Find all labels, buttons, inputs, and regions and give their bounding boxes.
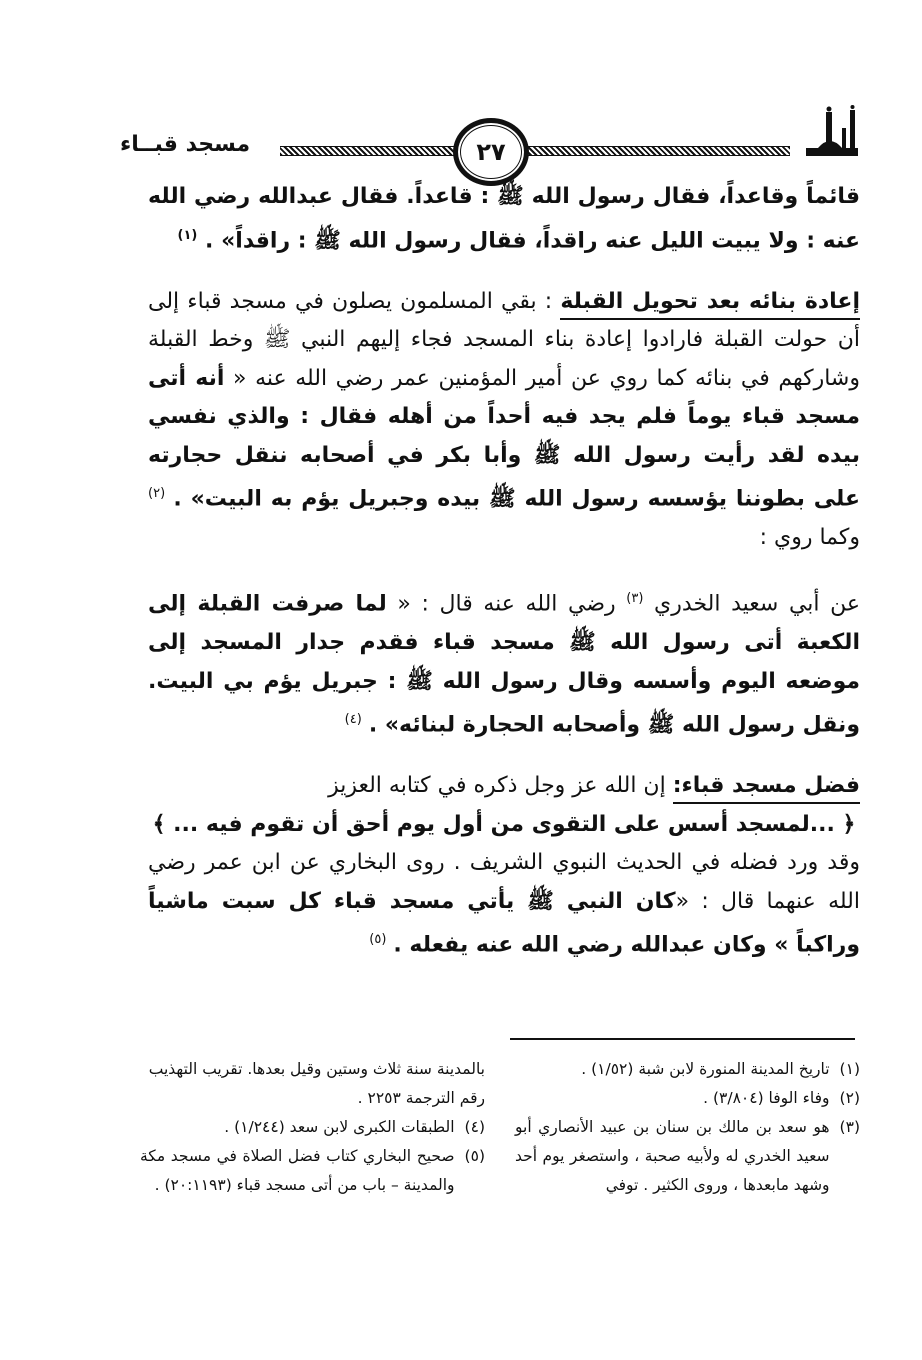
paragraph-4 <box>148 767 860 965</box>
footnote-item <box>140 1113 485 1142</box>
footnote-number: (٤) <box>464 1118 485 1136</box>
section-heading: إعادة بنائه بعد تحويل القبلة <box>560 289 860 320</box>
footnote-number: (٣) <box>839 1118 860 1136</box>
section-heading: فضل مسجد قباء: <box>673 773 860 804</box>
footnote-ref: (٣) <box>626 591 644 606</box>
quran-verse: ﴿ ...لمسجد أسس على التقوى من أول يوم أحق أن تقوم فيه ... ﴾ <box>152 811 856 837</box>
main-text <box>148 178 860 987</box>
running-title: مسجد قبــاء <box>120 132 251 157</box>
page-header <box>120 100 860 180</box>
quote-text: أنه أتى مسجد قباء يوماً فلم يجد فيه أحداً من أهله فقال : والذي نفسي بيده لقد رأيت رسول الله ﷺ وأبا بكر في أصحابه ننقل حجارته على بطوننا يؤسسه رسول الله ﷺ بيده وجبريل يؤم به البيت» . <box>148 365 860 512</box>
paragraph-text: قائماً وقاعداً، فقال رسول الله ﷺ : قاعداً. فقال عبدالله رضي الله عنه : ولا يبيت الليل عنه راقداً، فقال رسول الله ﷺ : راقداً» . <box>148 184 860 253</box>
quote-text: كان النبي ﷺ يأتي مسجد قباء كل سبت ماشياً وراكباً » وكان عبدالله رضي الله عنه يفعله . <box>148 888 860 958</box>
footnote-continuation: بالمدينة سنة ثلاث وستين وقيل بعدها. تقريب التهذيب رقم الترجمة ٢٢٥٣ . <box>148 1060 485 1107</box>
footnote-separator <box>510 1038 855 1040</box>
quote-text: لما صرفت القبلة إلى الكعبة أتى رسول الله ﷺ مسجد قباء فقدم جدار المسجد إلى موضعه اليوم وأسسه وقال رسول الله ﷺ : جبريل يؤم بي البيت. ونقل رسول الله ﷺ وأصحابه الحجارة لبنائه» . <box>148 591 860 738</box>
paragraph-intro: إن الله عز وجل ذكره في كتابه العزيز <box>328 773 673 799</box>
footnote-number: (١) <box>839 1060 860 1078</box>
footnote-item <box>515 1084 860 1113</box>
paragraph-intro: عن أبي سعيد الخدري <box>643 591 861 617</box>
footnote-ref: (٥) <box>369 932 387 948</box>
paragraph-intro-2: رضي الله عنه قال : « <box>386 591 627 617</box>
page-number: ٢٧ <box>453 118 529 186</box>
footnote-text: تاريخ المدينة المنورة لابن شبة (١/٥٢) . <box>581 1060 830 1078</box>
footnotes-right-column <box>515 1055 860 1200</box>
paragraph-2 <box>148 283 860 558</box>
paragraph-intro: : بقي المسلمون يصلون في مسجد قباء إلى أن حولت القبلة فارادوا إعادة بناء المسجد فجاء إليهم النبي ﷺ وخط القبلة وشاركهم في بنائه كما روي عن أمير المؤمنين عمر رضي الله عنه « <box>148 288 860 391</box>
footnote-number: (٥) <box>464 1147 485 1165</box>
rope-ornament-left <box>280 146 458 156</box>
footnotes-left-column <box>140 1055 485 1200</box>
footnote-item <box>515 1113 860 1200</box>
paragraph-1 <box>148 178 860 261</box>
paragraph-tail: وكما روي : <box>759 525 860 551</box>
paragraph-3 <box>148 580 860 745</box>
paragraph-text: وقد ورد فضله في الحديث النبوي الشريف . روى البخاري عن ابن عمر رضي الله عنهما قال : « <box>148 850 860 914</box>
footnote-text: هو سعد بن مالك بن سنان بن عبيد الأنصاري أبو سعيد الخدري له ولأبيه صحبة ، واستصغر يوم أحد وشهد مابعدها ، وروى الكثير . توفي <box>515 1118 830 1194</box>
footnote-number: (٢) <box>839 1089 860 1107</box>
rope-ornament-right <box>518 146 790 156</box>
footnote-text: وفاء الوفا (٣/٨٠٤) . <box>703 1089 830 1107</box>
footnote-text: صحيح البخاري كتاب فضل الصلاة في مسجد مكة والمدينة – باب من أتى مسجد قباء (٢٠:١١٩٣) . <box>140 1147 455 1194</box>
footnote-item <box>515 1055 860 1084</box>
footnote-text: الطبقات الكبرى لابن سعد (١/٢٤٤) . <box>224 1118 455 1136</box>
mosque-icon <box>806 100 858 160</box>
footnote-item <box>140 1142 485 1200</box>
footnote-ref: (٤) <box>344 712 362 728</box>
footnote-ref: (١) <box>177 227 198 243</box>
footnote-ref: (٢) <box>148 486 166 502</box>
